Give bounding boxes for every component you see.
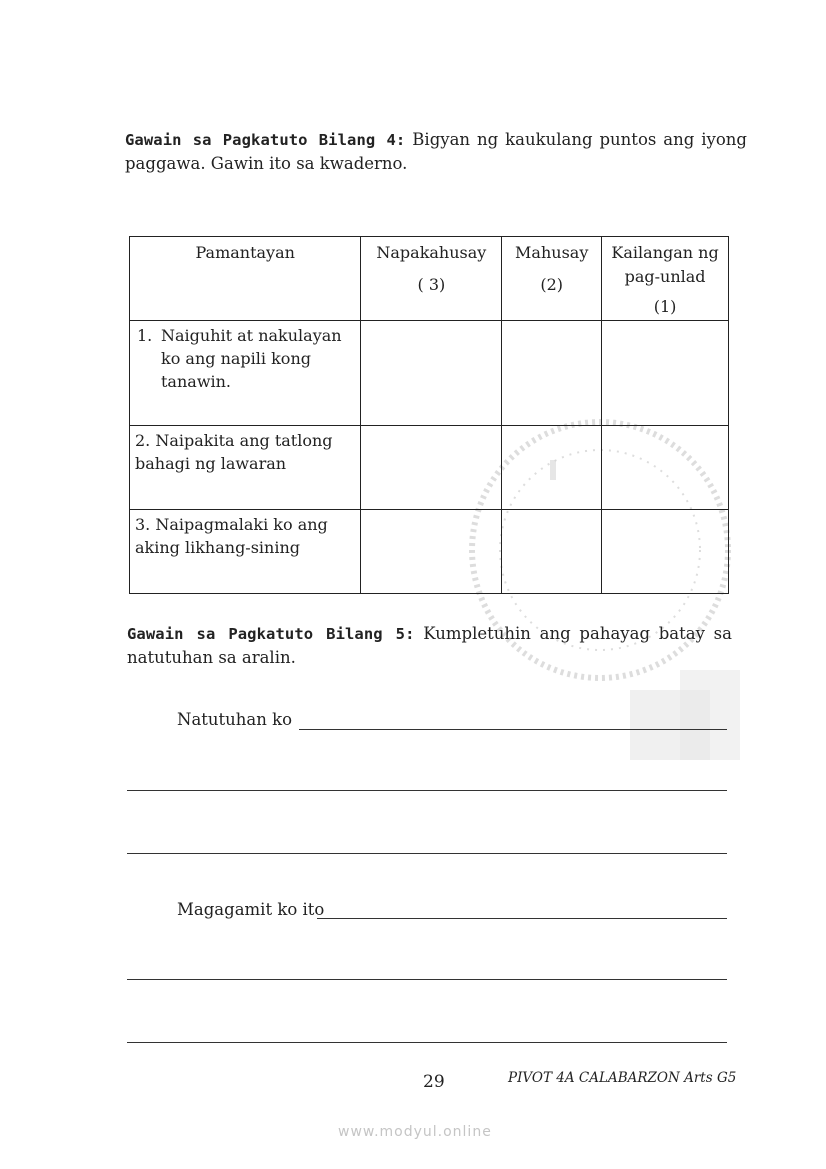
activity-4-text: Bigyan ng kaukulang puntos ang iyong paggawa. Gawin ito sa kwaderno. xyxy=(125,130,747,173)
site-watermark: www.modyul.online xyxy=(338,1124,492,1140)
use-prompt: Magagamit ko ito xyxy=(177,900,325,919)
header-very-good-score: (2) xyxy=(540,275,564,294)
score-cell[interactable] xyxy=(361,321,502,426)
score-cell[interactable] xyxy=(361,510,502,594)
rubric-table xyxy=(129,236,729,594)
activity-5-label: Gawain sa Pagkatuto Bilang 5: xyxy=(127,625,415,643)
activity-5-instructions xyxy=(127,622,732,669)
table-row xyxy=(130,426,729,510)
use-answer-line-3[interactable] xyxy=(127,1042,727,1043)
criterion-1 xyxy=(130,321,361,426)
learned-prompt: Natutuhan ko xyxy=(177,710,293,729)
header-excellent: Napakahusay ( 3) xyxy=(361,237,502,321)
score-cell[interactable] xyxy=(502,321,602,426)
score-cell[interactable] xyxy=(602,426,729,510)
use-answer-line-1[interactable] xyxy=(317,918,727,919)
table-row xyxy=(130,510,729,594)
criterion-3: 3. Naipagmalaki ko ang aking likhang-sining xyxy=(130,510,361,594)
score-cell[interactable] xyxy=(361,426,502,510)
score-cell[interactable] xyxy=(602,321,729,426)
header-needs-improvement: Kailangan ng pag-unlad (1) xyxy=(602,237,729,321)
score-cell[interactable] xyxy=(602,510,729,594)
criterion-1-number: 1. xyxy=(137,326,153,345)
header-criteria: Pamantayan xyxy=(130,237,361,321)
rubric-header-row xyxy=(130,237,729,321)
header-excellent-score: ( 3) xyxy=(417,275,446,294)
footer-title: PIVOT 4A CALABARZON Arts G5 xyxy=(508,1070,737,1086)
table-row xyxy=(130,321,729,426)
activity-5-text: Kumpletuhin ang pahayag batay sa natutuhan sa aralin. xyxy=(127,624,732,667)
learned-answer-line-3[interactable] xyxy=(127,853,727,854)
criterion-2: 2. Naipakita ang tatlong bahagi ng lawaran xyxy=(130,426,361,510)
score-cell[interactable] xyxy=(502,426,602,510)
score-cell[interactable] xyxy=(502,510,602,594)
header-very-good: Mahusay (2) xyxy=(502,237,602,321)
page-number: 29 xyxy=(423,1072,445,1092)
use-answer-line-2[interactable] xyxy=(127,979,727,980)
criterion-1-text: Naiguhit at nakulayan ko ang napili kong tanawin. xyxy=(161,326,342,391)
learned-answer-line-2[interactable] xyxy=(127,790,727,791)
activity-4-label: Gawain sa Pagkatuto Bilang 4: xyxy=(125,131,406,149)
header-needs-improvement-score: (1) xyxy=(653,297,677,316)
activity-4-instructions xyxy=(125,128,747,175)
learned-answer-line-1[interactable] xyxy=(299,729,727,730)
